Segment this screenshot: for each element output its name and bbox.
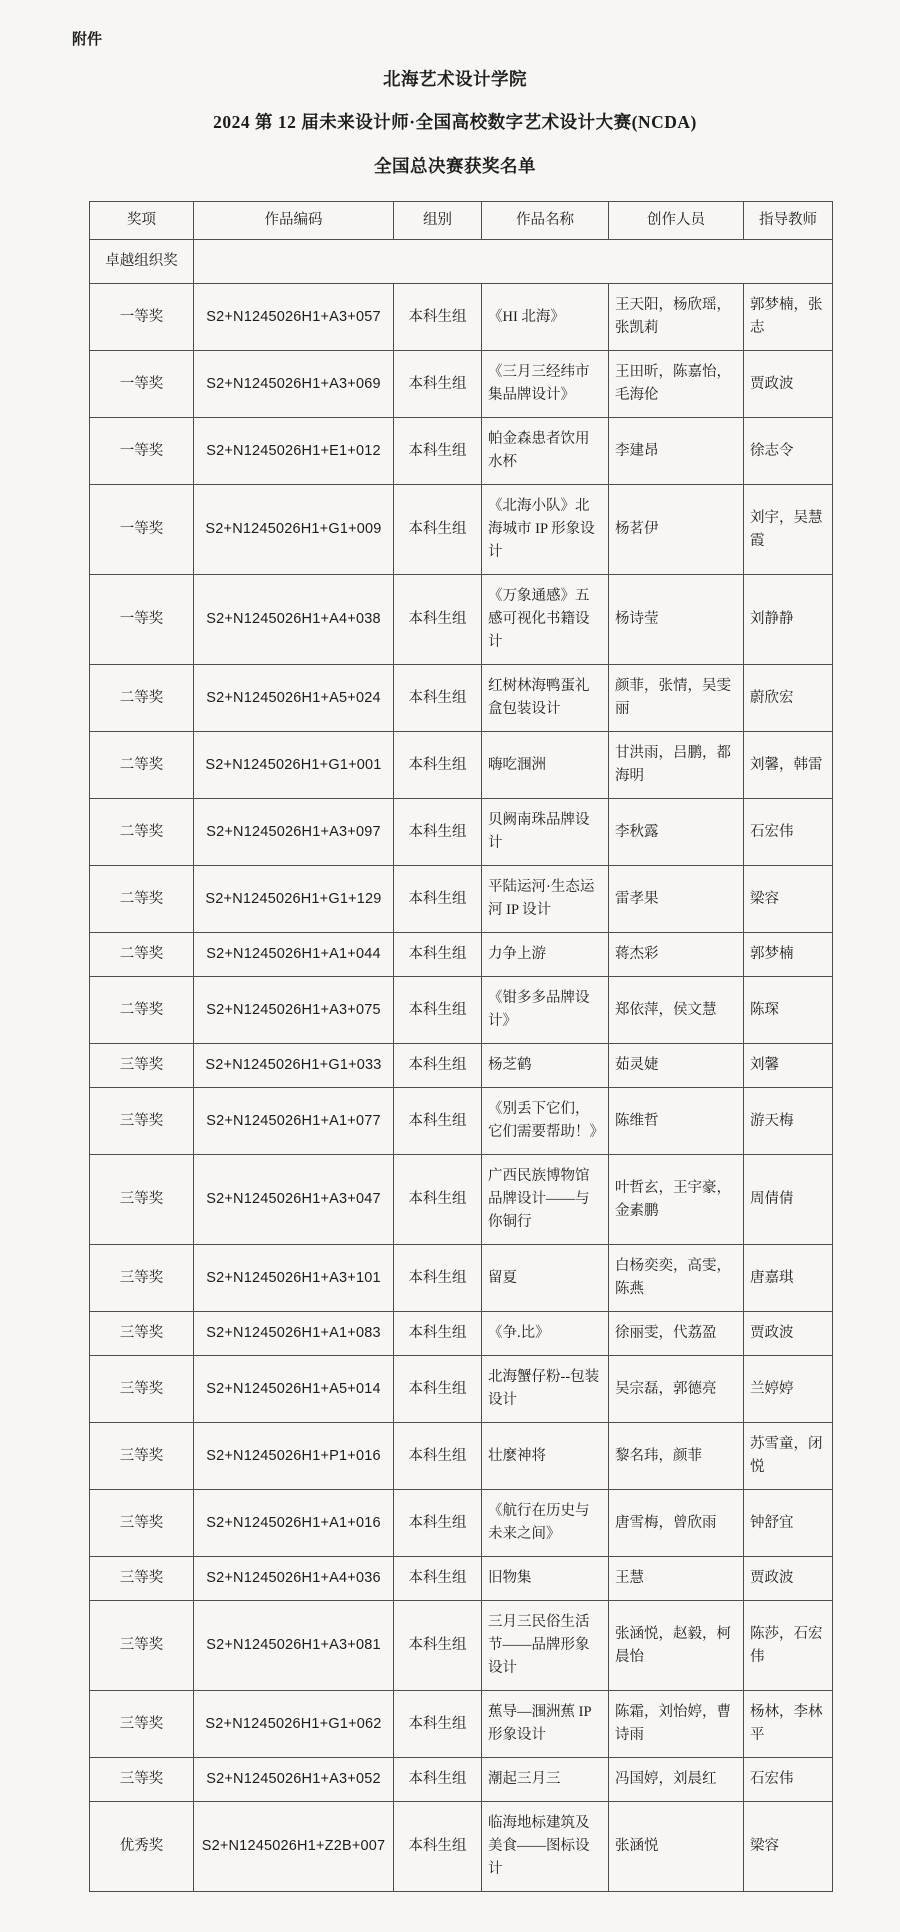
cell-merged-empty	[194, 240, 833, 284]
table-row	[90, 732, 833, 799]
cell-award: 二等奖	[90, 866, 194, 933]
cell-code: S2+N1245026H1+A1+083	[194, 1312, 394, 1356]
cell-advisors: 贾政波	[744, 1312, 833, 1356]
cell-code: S2+N1245026H1+A1+077	[194, 1088, 394, 1155]
cell-code: S2+N1245026H1+A3+081	[194, 1601, 394, 1691]
cell-advisors: 刘馨，韩雷	[744, 732, 833, 799]
cell-title: 红树林海鸭蛋礼盒包装设计	[482, 665, 609, 732]
cell-title: 《三月三经纬市集品牌设计》	[482, 351, 609, 418]
cell-title: 广西民族博物馆品牌设计——与你铜行	[482, 1155, 609, 1245]
cell-creators: 杨诗莹	[609, 575, 744, 665]
doc-title-competition: 2024 第 12 届未来设计师·全国高校数字艺术设计大赛(NCDA)	[213, 112, 697, 133]
cell-creators: 陈霜，刘怡婷，曹诗雨	[609, 1691, 744, 1758]
table-row	[90, 1557, 833, 1601]
cell-group: 本科生组	[394, 732, 482, 799]
cell-advisors: 游天梅	[744, 1088, 833, 1155]
cell-award: 卓越组织奖	[90, 240, 194, 284]
cell-group: 本科生组	[394, 866, 482, 933]
cell-advisors: 贾政波	[744, 1557, 833, 1601]
doc-title-list-name: 全国总决赛获奖名单	[374, 155, 536, 176]
cell-group: 本科生组	[394, 284, 482, 351]
cell-group: 本科生组	[394, 1312, 482, 1356]
cell-advisors: 贾政波	[744, 351, 833, 418]
cell-group: 本科生组	[394, 485, 482, 575]
cell-award: 三等奖	[90, 1245, 194, 1312]
cell-award: 二等奖	[90, 977, 194, 1044]
cell-advisors: 陈琛	[744, 977, 833, 1044]
cell-advisors: 郭梦楠	[744, 933, 833, 977]
cell-code: S2+N1245026H1+A5+014	[194, 1356, 394, 1423]
table-row	[90, 799, 833, 866]
table-row	[90, 1490, 833, 1557]
cell-creators: 张涵悦，赵毅，柯晨怡	[609, 1601, 744, 1691]
cell-title: 蕉导—涠洲蕉 IP 形象设计	[482, 1691, 609, 1758]
cell-title: 《HI 北海》	[482, 284, 609, 351]
awards-table	[89, 201, 833, 1892]
cell-creators: 吴宗磊，郭德亮	[609, 1356, 744, 1423]
cell-title: 帕金森患者饮用水杯	[482, 418, 609, 485]
cell-group: 本科生组	[394, 1423, 482, 1490]
table-row	[90, 1423, 833, 1490]
table-row	[90, 418, 833, 485]
cell-award: 三等奖	[90, 1490, 194, 1557]
cell-group: 本科生组	[394, 1356, 482, 1423]
table-row	[90, 351, 833, 418]
cell-advisors: 石宏伟	[744, 799, 833, 866]
table-row	[90, 1155, 833, 1245]
table-row	[90, 866, 833, 933]
cell-advisors: 梁容	[744, 866, 833, 933]
cell-creators: 甘洪雨，吕鹏，都海明	[609, 732, 744, 799]
cell-creators: 黎名玮，颜菲	[609, 1423, 744, 1490]
table-row	[90, 1245, 833, 1312]
attachment-label: 附件	[72, 32, 103, 48]
cell-award: 一等奖	[90, 284, 194, 351]
cell-group: 本科生组	[394, 1155, 482, 1245]
cell-title: 《航行在历史与未来之间》	[482, 1490, 609, 1557]
cell-advisors: 钟舒宜	[744, 1490, 833, 1557]
cell-code: S2+N1245026H1+A4+036	[194, 1557, 394, 1601]
cell-code: S2+N1245026H1+G1+001	[194, 732, 394, 799]
table-row	[90, 284, 833, 351]
cell-title: 《争.比》	[482, 1312, 609, 1356]
table-row	[90, 1758, 833, 1802]
header-creators: 创作人员	[609, 202, 744, 240]
cell-group: 本科生组	[394, 351, 482, 418]
cell-code: S2+N1245026H1+A4+038	[194, 575, 394, 665]
cell-creators: 唐雪梅，曾欣雨	[609, 1490, 744, 1557]
cell-creators: 王慧	[609, 1557, 744, 1601]
cell-group: 本科生组	[394, 977, 482, 1044]
table-row	[90, 240, 833, 284]
cell-title: 嗨吃涠洲	[482, 732, 609, 799]
cell-advisors: 蔚欣宏	[744, 665, 833, 732]
cell-creators: 白杨奕奕，高雯，陈燕	[609, 1245, 744, 1312]
header-row	[90, 202, 833, 240]
cell-creators: 郑依萍，侯文慧	[609, 977, 744, 1044]
cell-advisors: 石宏伟	[744, 1758, 833, 1802]
cell-award: 三等奖	[90, 1044, 194, 1088]
cell-title: 潮起三月三	[482, 1758, 609, 1802]
cell-code: S2+N1245026H1+A3+097	[194, 799, 394, 866]
cell-group: 本科生组	[394, 418, 482, 485]
cell-title: 平陆运河·生态运河 IP 设计	[482, 866, 609, 933]
cell-title: 临海地标建筑及美食——图标设计	[482, 1802, 609, 1892]
cell-group: 本科生组	[394, 1044, 482, 1088]
cell-title: 留夏	[482, 1245, 609, 1312]
cell-code: S2+N1245026H1+A3+057	[194, 284, 394, 351]
header-code: 作品编码	[194, 202, 394, 240]
cell-creators: 徐丽雯，代荔盈	[609, 1312, 744, 1356]
cell-group: 本科生组	[394, 799, 482, 866]
cell-award: 三等奖	[90, 1088, 194, 1155]
cell-title: 旧物集	[482, 1557, 609, 1601]
cell-award: 一等奖	[90, 485, 194, 575]
cell-code: S2+N1245026H1+A3+052	[194, 1758, 394, 1802]
awards-table-body	[90, 240, 833, 1892]
cell-code: S2+N1245026H1+G1+129	[194, 866, 394, 933]
table-row	[90, 1088, 833, 1155]
cell-award: 二等奖	[90, 799, 194, 866]
cell-award: 二等奖	[90, 732, 194, 799]
cell-group: 本科生组	[394, 1557, 482, 1601]
cell-group: 本科生组	[394, 1245, 482, 1312]
cell-creators: 杨茗伊	[609, 485, 744, 575]
cell-award: 三等奖	[90, 1423, 194, 1490]
cell-code: S2+N1245026H1+A3+069	[194, 351, 394, 418]
cell-award: 一等奖	[90, 418, 194, 485]
table-row	[90, 1691, 833, 1758]
table-row	[90, 977, 833, 1044]
table-row	[90, 1802, 833, 1892]
table-row	[90, 485, 833, 575]
cell-award: 一等奖	[90, 351, 194, 418]
cell-advisors: 杨林，李林平	[744, 1691, 833, 1758]
cell-code: S2+N1245026H1+Z2B+007	[194, 1802, 394, 1892]
cell-creators: 茹灵婕	[609, 1044, 744, 1088]
cell-creators: 冯国婷，刘晨红	[609, 1758, 744, 1802]
cell-group: 本科生组	[394, 1758, 482, 1802]
cell-creators: 李秋露	[609, 799, 744, 866]
table-row	[90, 1356, 833, 1423]
cell-code: S2+N1245026H1+A1+044	[194, 933, 394, 977]
cell-group: 本科生组	[394, 1601, 482, 1691]
cell-advisors: 刘馨	[744, 1044, 833, 1088]
table-row	[90, 575, 833, 665]
cell-title: 力争上游	[482, 933, 609, 977]
cell-advisors: 苏雪童，闭悦	[744, 1423, 833, 1490]
cell-creators: 雷孝果	[609, 866, 744, 933]
cell-creators: 叶哲玄，王宇豪，金素鹏	[609, 1155, 744, 1245]
table-row	[90, 1312, 833, 1356]
cell-award: 三等奖	[90, 1356, 194, 1423]
header-award: 奖项	[90, 202, 194, 240]
table-row	[90, 933, 833, 977]
awards-table-header	[90, 202, 833, 240]
cell-code: S2+N1245026H1+E1+012	[194, 418, 394, 485]
cell-title: 《钳多多品牌设计》	[482, 977, 609, 1044]
cell-code: S2+N1245026H1+P1+016	[194, 1423, 394, 1490]
cell-title: 贝阙南珠品牌设计	[482, 799, 609, 866]
cell-title: 《别丢下它们，它们需要帮助！》	[482, 1088, 609, 1155]
cell-code: S2+N1245026H1+A1+016	[194, 1490, 394, 1557]
table-row	[90, 665, 833, 732]
cell-advisors: 郭梦楠，张志	[744, 284, 833, 351]
cell-title: 《万象通感》五感可视化书籍设计	[482, 575, 609, 665]
cell-award: 三等奖	[90, 1312, 194, 1356]
cell-group: 本科生组	[394, 1088, 482, 1155]
cell-title: 三月三民俗生活节——品牌形象设计	[482, 1601, 609, 1691]
cell-creators: 蒋杰彩	[609, 933, 744, 977]
cell-award: 二等奖	[90, 665, 194, 732]
cell-code: S2+N1245026H1+A3+047	[194, 1155, 394, 1245]
cell-advisors: 刘静静	[744, 575, 833, 665]
cell-code: S2+N1245026H1+G1+062	[194, 1691, 394, 1758]
cell-title: 杨芝鹤	[482, 1044, 609, 1088]
cell-award: 三等奖	[90, 1155, 194, 1245]
cell-award: 三等奖	[90, 1691, 194, 1758]
cell-creators: 颜菲，张情，吴雯丽	[609, 665, 744, 732]
cell-group: 本科生组	[394, 665, 482, 732]
cell-title: 壮麼神将	[482, 1423, 609, 1490]
cell-code: S2+N1245026H1+A3+075	[194, 977, 394, 1044]
cell-group: 本科生组	[394, 1802, 482, 1892]
cell-advisors: 徐志令	[744, 418, 833, 485]
cell-advisors: 陈莎，石宏伟	[744, 1601, 833, 1691]
cell-code: S2+N1245026H1+A3+101	[194, 1245, 394, 1312]
table-row	[90, 1601, 833, 1691]
cell-code: S2+N1245026H1+A5+024	[194, 665, 394, 732]
cell-award: 优秀奖	[90, 1802, 194, 1892]
table-row	[90, 1044, 833, 1088]
cell-advisors: 梁容	[744, 1802, 833, 1892]
cell-advisors: 周倩倩	[744, 1155, 833, 1245]
cell-advisors: 唐嘉琪	[744, 1245, 833, 1312]
cell-advisors: 刘宇，吴慧霞	[744, 485, 833, 575]
cell-group: 本科生组	[394, 933, 482, 977]
cell-award: 三等奖	[90, 1557, 194, 1601]
header-title: 作品名称	[482, 202, 609, 240]
cell-creators: 张涵悦	[609, 1802, 744, 1892]
cell-group: 本科生组	[394, 575, 482, 665]
cell-award: 二等奖	[90, 933, 194, 977]
cell-group: 本科生组	[394, 1490, 482, 1557]
cell-code: S2+N1245026H1+G1+033	[194, 1044, 394, 1088]
header-group: 组别	[394, 202, 482, 240]
cell-creators: 王天阳，杨欣瑶，张凯莉	[609, 284, 744, 351]
cell-award: 一等奖	[90, 575, 194, 665]
header-advisors: 指导教师	[744, 202, 833, 240]
cell-award: 三等奖	[90, 1758, 194, 1802]
cell-award: 三等奖	[90, 1601, 194, 1691]
cell-group: 本科生组	[394, 1691, 482, 1758]
cell-creators: 王田昕，陈嘉怡，毛海伦	[609, 351, 744, 418]
doc-title-school: 北海艺术设计学院	[383, 69, 527, 89]
cell-advisors: 兰婷婷	[744, 1356, 833, 1423]
cell-title: 北海蟹仔粉--包装设计	[482, 1356, 609, 1423]
cell-title: 《北海小队》北海城市 IP 形象设计	[482, 485, 609, 575]
cell-creators: 李建昂	[609, 418, 744, 485]
cell-code: S2+N1245026H1+G1+009	[194, 485, 394, 575]
cell-creators: 陈维哲	[609, 1088, 744, 1155]
